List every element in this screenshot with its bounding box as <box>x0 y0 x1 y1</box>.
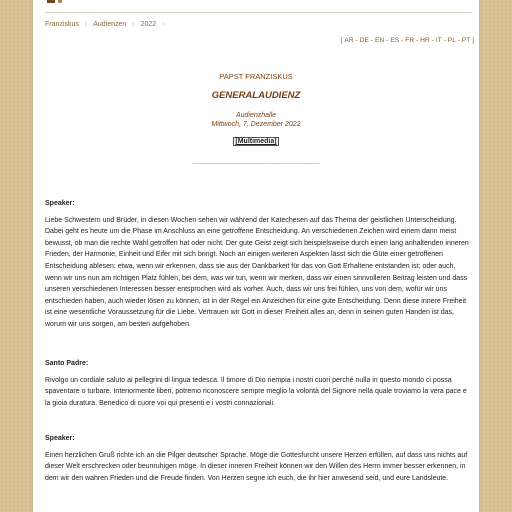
section-2 <box>45 358 469 409</box>
section-text: Rivolgo un cordiale saluto ai pellegrini di lingua tedesca. Il timore di Dio riempia i nostri cuori perché nulla in questo mondo ci possa spaventare o turbare. Interiormente liberi, potremo riconoscere sempre meglio la volontà del Signore nella quale troviamo la vera pace e la gioia duratura. Benedico di cuore voi qui presenti e i vostri connazionali. <box>45 376 467 407</box>
multimedia-link-wrap <box>33 138 479 145</box>
logo-mark-icon <box>58 0 62 3</box>
section-text: Einen herzlichen Gruß richte ich an die Pilger deutscher Sprache. Möge die Gottesfurcht unsere Herzen erfüllen, auf dass uns nichts auf dieser Welt erschrecken oder beunruhigen möge. In dieser inneren Freiheit können wir den Willen des Herrn immer besser erkennen, in dem wir den wahren Frieden und die Freude finden. Von Herzen segne ich euch, die ihr hier anwesend seid, und eure Landsleute. <box>45 451 468 482</box>
audience-place: Audienzhalle <box>235 112 277 119</box>
speaker-label: Santo Padre: <box>45 360 89 367</box>
section-3 <box>45 433 469 484</box>
logo-icon <box>47 0 55 3</box>
language-selector[interactable]: [ AR - DE - EN - ES - FR - HR - IT - PL - PT ] <box>340 37 474 44</box>
breadcrumb-item-year[interactable]: 2022 <box>140 21 157 28</box>
page <box>33 0 479 512</box>
section-text: Liebe Schwestern und Brüder, in diesen Wochen sehen wir während der Katechesen auf das Thema der geistlichen Unterscheidung. Dabei geht es heute um die Phase im Anschluss an eine getroffene Entscheidung. An verschiedenen Zeichen wird einem dann meist bewusst, ob man die rechte Wahl getroffen hat oder nicht. Der gute Geist zeigt sich beispielsweise durch einen lang anhaltenden inneren Frieden, der Harmonie, Einheit und Eifer mit sich bringt. Noch an einigen weiteren Aspekten lässt sich die Güte einer getroffenen Entscheidung ablesen: etwa, wenn wir erkennen, dass sie aus der Dankbarkeit für das von Gott Erhaltene entstanden ist; oder auch, wenn wir uns nun am richtigen Platz fühlen, bei dem, was wir tun, wenn wir merken, dass wir einen sinnvolleren Beitrag leisten und dass unseren verschiedenen Interessen besser entsprochen wird als vorher. Auch, dass wir uns frei fühlen, uns von dem, wofür wir uns entschieden haben, auch wieder lösen zu können, ist in der Regel ein Anzeichen für eine gute Entscheidung. Denn diese innere Freiheit ist eine wesentliche Voraussetzung für die Liebe. Vertrauen wir Gott in dieser Freiheit alles an, denn in seinen guten Handen ist das, worum wir uns sorgen, am besten aufgehoben. <box>45 216 469 328</box>
breadcrumb-item-franziskus[interactable]: Franziskus <box>45 21 79 28</box>
chevron-right-icon: › <box>132 21 135 28</box>
speaker-label: Speaker: <box>45 435 75 442</box>
page-title: GENERALAUDIENZ <box>211 90 301 101</box>
pope-name: PAPST FRANZISKUS <box>219 72 293 81</box>
chevron-right-icon: › <box>84 21 88 28</box>
breadcrumb-item-audienzen[interactable]: Audienzen <box>93 21 127 28</box>
speaker-label: Speaker: <box>45 200 75 207</box>
audience-date: Mittwoch, 7. Dezember 2022 <box>211 121 301 128</box>
section-1 <box>45 198 469 331</box>
text-divider: ______________________________________ <box>192 158 320 164</box>
chevron-right-icon: › <box>162 21 165 28</box>
header-divider <box>45 12 471 13</box>
multimedia-link[interactable]: [Multimedia] <box>235 138 277 145</box>
breadcrumb <box>45 21 171 28</box>
